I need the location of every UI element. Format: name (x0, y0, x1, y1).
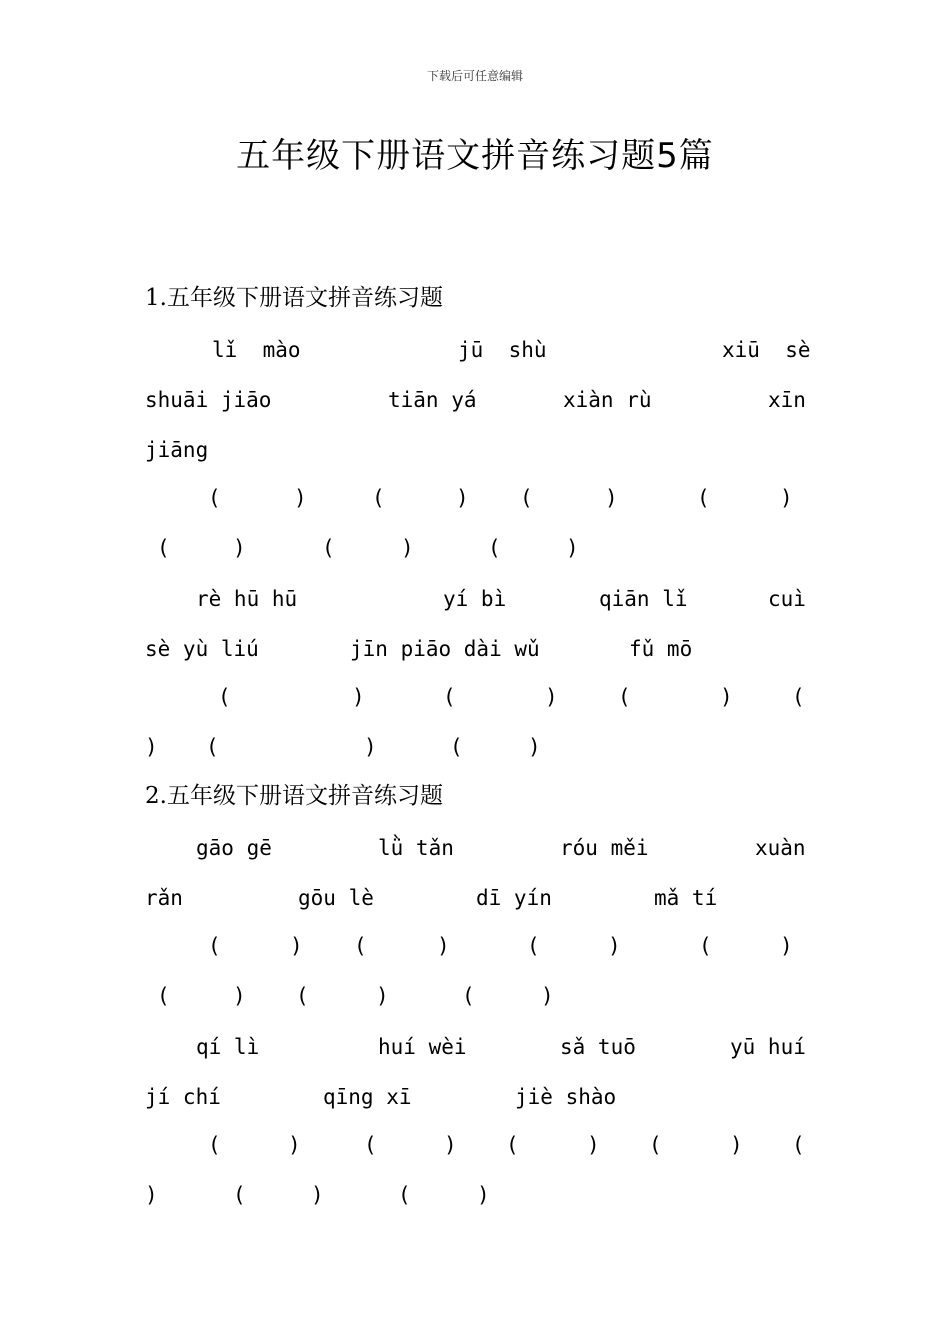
answer-paren-open: ( (462, 984, 475, 1008)
answer-paren-open: ( (520, 486, 533, 510)
pinyin-item: lǜ tǎn (378, 836, 454, 860)
pinyin-item: qiān lǐ (599, 587, 688, 611)
answer-paren-close: ) (290, 934, 303, 958)
answer-paren-open: ( (208, 934, 221, 958)
answer-paren-open: ( (506, 1133, 519, 1157)
answer-paren-close: ) (730, 1133, 743, 1157)
answer-paren-open: ( (364, 1133, 377, 1157)
pinyin-item: jiāng (145, 438, 209, 462)
answer-paren-open: ( (488, 536, 501, 560)
answer-paren-open: ( (697, 486, 710, 510)
answer-paren-open: ( (372, 486, 385, 510)
answer-paren-open: ( (296, 984, 309, 1008)
pinyin-item: rè hū hū (196, 587, 298, 611)
pinyin-item: jū shù (458, 338, 547, 362)
section-1-heading: 1.五年级下册语文拼音练习题 (145, 285, 443, 311)
answer-paren-close: ) (566, 536, 579, 560)
pinyin-item: qīng xī (323, 1085, 412, 1109)
pinyin-item: dī yín (476, 886, 552, 910)
answer-paren-close: ) (364, 735, 377, 759)
answer-paren-close: ) (311, 1183, 324, 1207)
pinyin-item: xiū sè (722, 338, 811, 362)
answer-paren-open: ( (233, 1183, 246, 1207)
pinyin-item: shuāi jiāo (145, 388, 272, 412)
answer-paren-open: ( (157, 984, 170, 1008)
answer-paren-close: ) (352, 685, 365, 709)
answer-paren-open: ( (208, 486, 221, 510)
answer-paren-close: ) (608, 934, 621, 958)
pinyin-item: sè yù liú (145, 637, 259, 661)
answer-paren-close: ) (401, 536, 414, 560)
answer-paren-close: ) (145, 735, 158, 759)
pinyin-item: xuàn (755, 836, 806, 860)
pinyin-item: jiè shào (515, 1085, 617, 1109)
pinyin-item: sǎ tuō (560, 1035, 636, 1059)
answer-paren-open: ( (157, 536, 170, 560)
pinyin-item: tiān yá (388, 388, 477, 412)
answer-paren-close: ) (233, 536, 246, 560)
answer-paren-close: ) (477, 1183, 490, 1207)
pinyin-item: yí bì (443, 587, 507, 611)
header-note: 下载后可任意编辑 (426, 69, 523, 83)
answer-paren-close: ) (720, 685, 733, 709)
answer-paren-close: ) (545, 685, 558, 709)
answer-paren-close: ) (456, 486, 469, 510)
pinyin-item: xiàn rù (563, 388, 652, 412)
answer-paren-close: ) (444, 1133, 457, 1157)
section-2-heading: 2.五年级下册语文拼音练习题 (145, 783, 443, 809)
pinyin-item: cuì (768, 587, 806, 611)
document-title: 五年级下册语文拼音练习题5篇 (236, 136, 714, 176)
answer-paren-open: ( (354, 934, 367, 958)
answer-paren-close: ) (288, 1133, 301, 1157)
answer-paren-close: ) (528, 735, 541, 759)
pinyin-item: xīn (768, 388, 806, 412)
answer-paren-open: ( (649, 1133, 662, 1157)
pinyin-item: fǔ mō (629, 637, 693, 661)
answer-paren-open: ( (618, 685, 631, 709)
answer-paren-close: ) (780, 934, 793, 958)
answer-paren-close: ) (587, 1133, 600, 1157)
pinyin-item: qí lì (196, 1035, 260, 1059)
answer-paren-open: ( (398, 1183, 411, 1207)
pinyin-item: huí wèi (378, 1035, 467, 1059)
pinyin-item: gāo gē (196, 836, 272, 860)
pinyin-item: mǎ tí (654, 886, 718, 910)
answer-paren-close: ) (233, 984, 246, 1008)
answer-paren-close: ) (294, 486, 307, 510)
pinyin-item: yū huí (730, 1035, 806, 1059)
answer-paren-open: ( (792, 685, 805, 709)
pinyin-item: jí chí (145, 1085, 221, 1109)
answer-paren-close: ) (145, 1183, 158, 1207)
answer-paren-open: ( (218, 685, 231, 709)
answer-paren-open: ( (206, 735, 219, 759)
pinyin-item: lǐ mào (212, 338, 301, 362)
answer-paren-close: ) (376, 984, 389, 1008)
answer-paren-close: ) (541, 984, 554, 1008)
answer-paren-open: ( (322, 536, 335, 560)
pinyin-item: rǎn (145, 886, 183, 910)
pinyin-item: jīn piāo dài wǔ (350, 637, 540, 661)
pinyin-item: róu měi (560, 836, 649, 860)
answer-paren-open: ( (527, 934, 540, 958)
answer-paren-open: ( (208, 1133, 221, 1157)
answer-paren-close: ) (605, 486, 618, 510)
answer-paren-open: ( (450, 735, 463, 759)
pinyin-item: gōu lè (298, 886, 374, 910)
answer-paren-open: ( (443, 685, 456, 709)
answer-paren-close: ) (437, 934, 450, 958)
answer-paren-close: ) (780, 486, 793, 510)
answer-paren-open: ( (699, 934, 712, 958)
answer-paren-open: ( (792, 1133, 805, 1157)
